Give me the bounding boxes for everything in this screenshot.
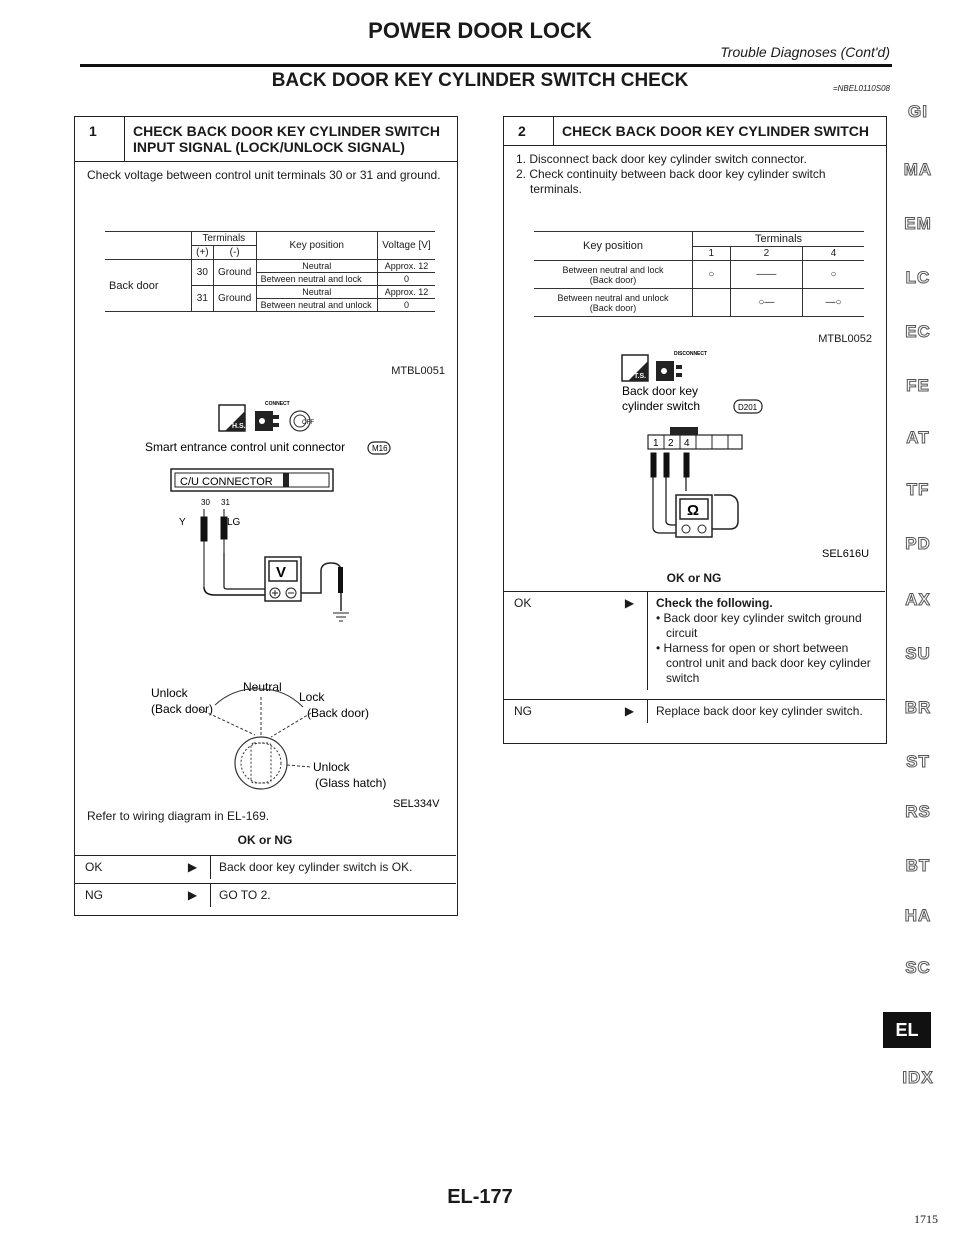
sidebar-tab-rs[interactable]: RS (905, 802, 931, 821)
th2-t1: 1 (693, 247, 731, 261)
svg-text:2: 2 (668, 438, 674, 449)
cell-neutral-1: Neutral (256, 260, 377, 273)
th2-t2: 2 (730, 247, 803, 261)
back-door-b-label: (Back door) (307, 706, 370, 720)
ts-icon (622, 355, 648, 381)
page-title: POWER DOOR LOCK (368, 18, 592, 43)
step2-diagram (504, 345, 884, 565)
ohm-lead (712, 495, 738, 529)
voltmeter-icon (265, 557, 301, 601)
step2-table-code: MTBL0052 (818, 333, 872, 345)
sidebar-tab-br[interactable]: BR (904, 698, 932, 717)
th2-t4: 4 (803, 247, 864, 261)
step2-continuity-table (534, 231, 864, 317)
glass-hatch-label: (Glass hatch) (315, 776, 387, 790)
sidebar-tab-fe[interactable]: FE (906, 376, 930, 395)
cu-connector (171, 469, 333, 491)
step2-fig-code: SEL616U (822, 548, 870, 560)
step1-box (74, 116, 458, 916)
step1-diagram (75, 377, 455, 807)
sidebar-tab-gi[interactable]: GI (908, 102, 928, 121)
section-refcode: =NBEL0110S08 (832, 84, 890, 93)
step2-ok-head: Check the following. (656, 596, 773, 610)
step1-ng-label: NG (85, 888, 103, 902)
sidebar-tab-ax[interactable]: AX (905, 590, 931, 609)
cell-t31: 31 (192, 286, 214, 312)
sidebar-tab-st[interactable]: ST (906, 752, 930, 771)
step1-voltage-table (105, 231, 435, 312)
svg-text:1: 1 (653, 438, 659, 449)
step2-line1: 1. Disconnect back door key cylinder switch connector. (516, 152, 807, 166)
sidebar-tab-su[interactable]: SU (905, 644, 931, 663)
cell-zero-2: 0 (377, 299, 435, 312)
cell-bn-unlock: Between neutral and unlock (256, 299, 377, 312)
hs-icon (219, 405, 246, 431)
step1-okng: OK or NG (237, 833, 293, 847)
sidebar-tab-sc[interactable]: SC (905, 958, 931, 977)
step2-ok-b1: • Back door key cylinder switch ground circuit (656, 611, 862, 640)
th-key-position: Key position (256, 232, 377, 260)
svg-text:H.S.: H.S. (232, 423, 246, 430)
svg-text:4: 4 (684, 438, 690, 449)
sidebar-tab-idx[interactable]: IDX (902, 1068, 934, 1087)
svg-text:DISCONNECT: DISCONNECT (674, 351, 708, 357)
header-rule (80, 64, 892, 67)
arrow-icon: ▶ (175, 856, 211, 879)
ohmmeter-icon (676, 495, 712, 537)
step2-title: CHECK BACK DOOR KEY CYLINDER SWITCH (562, 123, 869, 139)
section-title: BACK DOOR KEY CYLINDER SWITCH CHECK (271, 70, 689, 91)
connector-m16-badge (368, 442, 390, 454)
step2-ok-result (648, 592, 885, 690)
wire-lg-label: LG (227, 517, 241, 528)
cell-zero-1: 0 (377, 273, 435, 286)
step1-ok-result: Back door key cylinder switch is OK. (219, 860, 413, 874)
sidebar-tab-ec[interactable]: EC (905, 322, 931, 341)
switch-connector (648, 427, 742, 449)
step1-number: 1 (75, 117, 125, 161)
page-code: EL-177 (447, 1186, 513, 1208)
cell-ground-2: Ground (213, 286, 256, 312)
step1-ok-row (75, 855, 456, 879)
wire-y-label: Y (179, 517, 186, 528)
th-minus: (-) (213, 246, 256, 260)
step2-caption2: cylinder switch (622, 399, 701, 413)
step1-ng-result: GO TO 2. (219, 888, 271, 902)
step2-header (504, 117, 886, 146)
disconnect-icon (656, 351, 707, 381)
sidebar-tab-tf[interactable]: TF (906, 480, 930, 499)
continuity-1-4-start: ○ (693, 261, 731, 289)
connector-d201-badge (734, 400, 762, 413)
step1-connector-caption: Smart entrance control unit connector (145, 440, 346, 454)
page-subtitle: Trouble Diagnoses (Cont'd) (720, 44, 890, 60)
th-voltage: Voltage [V] (377, 232, 435, 260)
step1-header (75, 117, 457, 162)
th2-terminals: Terminals (693, 232, 865, 247)
arrow-icon: ▶ (175, 884, 211, 907)
step1-ng-row (75, 883, 456, 907)
step2-ok-row (504, 591, 885, 690)
step1-refer: Refer to wiring diagram in EL-169. (87, 809, 270, 823)
sidebar-tab-ha[interactable]: HA (904, 906, 932, 925)
unlock-glass-label: Unlock (313, 760, 350, 774)
cell-ground-1: Ground (213, 260, 256, 286)
pin31-label: 31 (221, 498, 230, 507)
step2-ng-result: Replace back door key cylinder switch. (656, 704, 863, 718)
sidebar-tab-ma[interactable]: MA (903, 160, 933, 179)
th-plus: (+) (192, 246, 214, 260)
cell-neutral-2: Neutral (256, 286, 377, 299)
unlock-back-label: Unlock (151, 686, 188, 700)
continuity-line: —— (730, 261, 803, 289)
cell2-empty (693, 289, 731, 317)
step1-fig-code: SEL334V (393, 798, 440, 807)
svg-text:V: V (276, 564, 287, 581)
cell-t30: 30 (192, 260, 214, 286)
step2-caption1: Back door key (622, 384, 699, 398)
continuity-1-4-end: ○ (803, 261, 864, 289)
cell-bn-lock: Between neutral and lock (256, 273, 377, 286)
sidebar-tab-bt[interactable]: BT (905, 856, 931, 875)
arrow-icon: ▶ (612, 592, 648, 690)
ground-probe (338, 567, 343, 593)
step2-instructions (504, 146, 886, 203)
step2-ok-label: OK (514, 596, 532, 610)
step2-okng: OK or NG (666, 571, 722, 585)
svg-text:T.S.: T.S. (634, 373, 647, 380)
cell-approx-2: Approx. 12 (377, 286, 435, 299)
step1-instruction: Check voltage between control unit terminals 30 or 31 and ground. (87, 168, 441, 182)
cell2-bn-unlock: Between neutral and unlock (Back door) (534, 289, 693, 317)
step1-table-code: MTBL0051 (391, 365, 445, 377)
th-terminals: Terminals (192, 232, 257, 246)
page-number: 1715 (914, 1212, 938, 1226)
cell-approx-1: Approx. 12 (377, 260, 435, 273)
ground-icon (333, 613, 349, 621)
continuity-2-4-start: ○— (730, 289, 803, 317)
sidebar-tab-el[interactable]: EL (883, 1012, 931, 1048)
step2-number: 2 (504, 117, 554, 145)
connect-icon (255, 401, 290, 431)
svg-text:C/U CONNECTOR: C/U CONNECTOR (180, 476, 273, 488)
row-back-door: Back door (105, 260, 192, 312)
sidebar-tab-em[interactable]: EM (904, 214, 932, 233)
step1-ok-label: OK (85, 860, 103, 874)
step2-ok-b2: • Harness for open or short between control unit and back door key cylinder switch (656, 641, 871, 685)
continuity-2-4-end: —○ (803, 289, 864, 317)
neutral-label: Neutral (243, 680, 282, 694)
th2-key-position: Key position (534, 232, 693, 261)
step2-box (503, 116, 887, 744)
ignition-off-icon (290, 411, 314, 431)
pin30-label: 30 (201, 498, 210, 507)
step2-line2: 2. Check continuity between back door key cylinder switch terminals. (516, 167, 826, 196)
svg-text:D201: D201 (738, 403, 758, 412)
step1-title: CHECK BACK DOOR KEY CYLINDER SWITCH INPUT SIGNAL (LOCK/UNLOCK SIGNAL) (133, 123, 440, 155)
lock-label: Lock (299, 690, 325, 704)
arrow-icon: ▶ (612, 700, 648, 723)
cell2-bn-lock: Between neutral and lock (Back door) (534, 261, 693, 289)
sidebar-tab-lc[interactable]: LC (905, 268, 931, 287)
svg-text:M16: M16 (372, 444, 388, 453)
step2-ng-row (504, 699, 885, 723)
ground-lead (301, 563, 341, 611)
svg-text:Ω: Ω (687, 502, 700, 519)
back-door-a-label: (Back door) (151, 702, 214, 716)
svg-text:CONNECT: CONNECT (265, 401, 290, 407)
svg-text:OFF: OFF (302, 420, 314, 426)
sidebar-tab-at[interactable]: AT (906, 428, 930, 447)
step2-ng-label: NG (514, 704, 532, 718)
sidebar-tab-pd[interactable]: PD (905, 534, 931, 553)
